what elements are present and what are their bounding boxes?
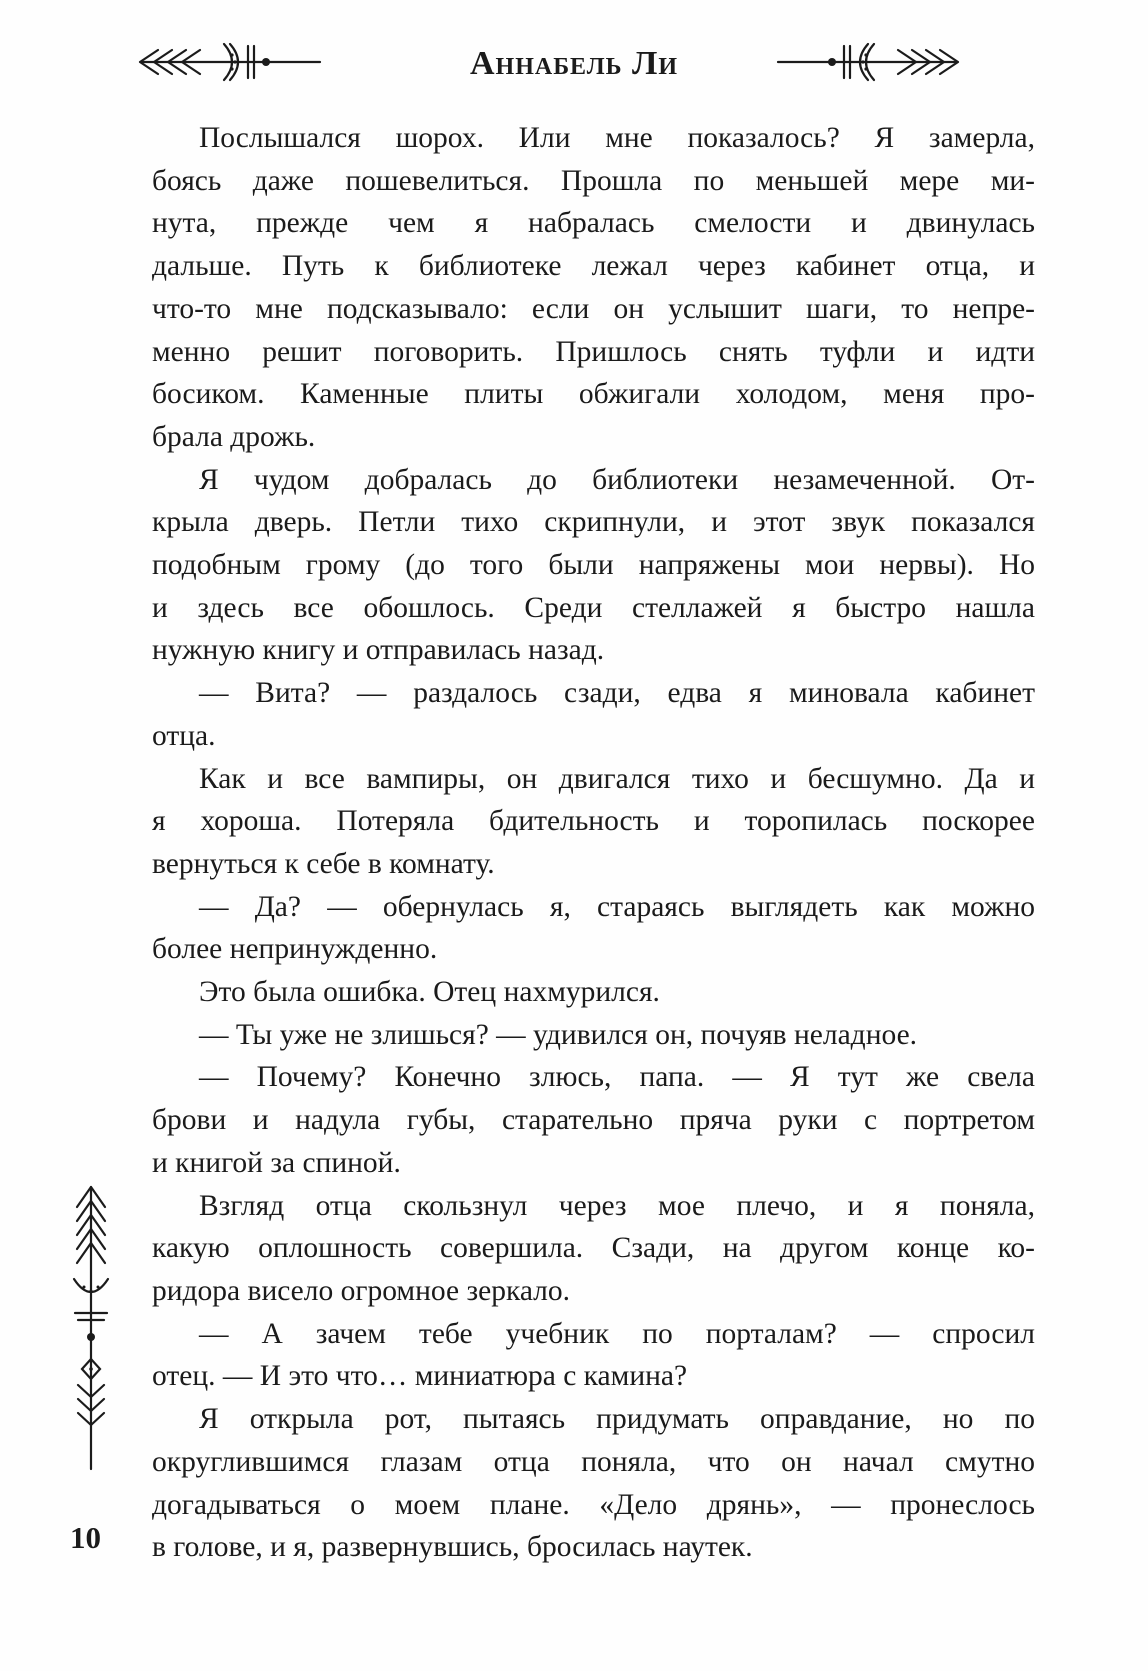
text-line: брови и надула губы, старательно пряча руки с портретом: [152, 1104, 1035, 1137]
text-line: дальше. Путь к библиотеке лежал через кабинет отца, и: [152, 250, 1035, 283]
text-line: Я открыла рот, пытаясь придумать оправдание, но по: [199, 1403, 1035, 1436]
text-line: округлившимся глазам отца поняла, что он начал смутно: [152, 1445, 1035, 1478]
text-line: Я чудом добралась до библиотеки незамеченной. От-: [199, 463, 1035, 496]
text-line: и книгой за спиной.: [152, 1146, 401, 1179]
arrow-ornament-right-icon: [772, 38, 962, 86]
text-line: отец. — И это что… миниатюра с камина?: [152, 1360, 688, 1393]
text-line: что-то мне подсказывало: если он услышит шаги, то непре-: [152, 292, 1035, 325]
text-line: отца.: [152, 719, 216, 752]
paragraph: [152, 1185, 1035, 1313]
text-line: боясь даже пошевелиться. Прошла по меньшей мере ми-: [152, 164, 1035, 197]
text-line: — Вита? — раздалось сзади, едва я миновала кабинет: [199, 677, 1035, 710]
text-line: догадываться о моем плане. «Дело дрянь», — пронеслось: [152, 1488, 1035, 1521]
paragraph: [152, 971, 1035, 1014]
text-line: Послышался шорох. Или мне показалось? Я замерла,: [199, 122, 1035, 154]
vertical-arrow-ornament-icon: [66, 1183, 116, 1473]
text-line: менно решит поговорить. Пришлось снять туфли и идти: [152, 335, 1035, 368]
text-line: — Ты уже не злишься? — удивился он, почуяв неладное.: [199, 1018, 918, 1051]
paragraph: [152, 1313, 1035, 1398]
text-line: нужную книгу и отправилась назад.: [152, 634, 605, 667]
body-text: [152, 117, 1035, 1569]
text-line: я хороша. Потеряла бдительность и торопилась поскорее: [152, 805, 1035, 838]
text-line: — А зачем тебе учебник по порталам? — спросил: [199, 1317, 1035, 1350]
text-line: ридора висело огромное зеркало.: [152, 1274, 571, 1307]
text-line: Это была ошибка. Отец нахмурился.: [199, 976, 660, 1009]
text-line: брала дрожь.: [152, 420, 316, 453]
book-author-title: Аннабель Ли: [469, 45, 679, 82]
text-line: в голове, и я, развернувшись, бросилась наутек.: [152, 1531, 753, 1564]
text-line: — Почему? Конечно злюсь, папа. — Я тут же свела: [199, 1061, 1035, 1094]
text-line: нута, прежде чем я набралась смелости и двинулась: [152, 207, 1035, 240]
text-line: какую оплошность совершила. Сзади, на другом конце ко-: [152, 1232, 1035, 1265]
text-line: более непринужденно.: [152, 933, 438, 966]
text-line: подобным грому (до того были напряжены мои нервы). Но: [152, 549, 1035, 582]
text-line: и здесь все обошлось. Среди стеллажей я быстро нашла: [152, 591, 1035, 624]
text-line: вернуться к себе в комнату.: [152, 847, 495, 880]
text-line: — Да? — обернулась я, стараясь выглядеть как можно: [199, 890, 1035, 923]
text-line: крыла дверь. Петли тихо скрипнули, и этот звук показался: [152, 506, 1035, 539]
paragraph: [152, 886, 1035, 971]
paragraph: [152, 117, 1035, 459]
page-number: 10: [70, 1520, 101, 1555]
paragraph: [152, 758, 1035, 886]
paragraph: [152, 672, 1035, 757]
arrow-ornament-left-icon: [136, 38, 326, 86]
paragraph: [152, 1398, 1035, 1569]
paragraph: [152, 459, 1035, 673]
paragraph: [152, 1014, 1035, 1057]
text-line: Как и все вампиры, он двигался тихо и бесшумно. Да и: [199, 762, 1035, 795]
text-line: босиком. Каменные плиты обжигали холодом, меня про-: [152, 378, 1035, 411]
text-line: Взгляд отца скользнул через мое плечо, и я поняла,: [199, 1189, 1035, 1222]
paragraph: [152, 1056, 1035, 1184]
running-header: [0, 30, 1148, 100]
